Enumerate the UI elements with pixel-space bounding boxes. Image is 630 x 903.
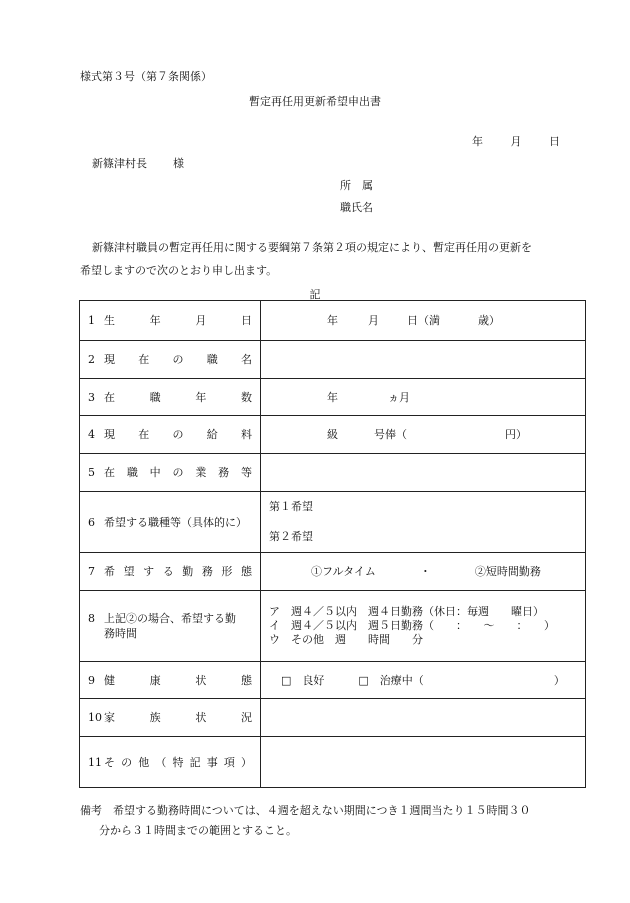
label-char: 家 [104,711,115,724]
tenure-field[interactable]: 年 ヵ月 [261,379,586,416]
table-row [80,341,586,379]
label-char: 日 [240,314,252,327]
hours-option-i[interactable]: イ 週４／５以内 週５日勤務（ ： ～ ： ） [269,619,555,632]
table-row [80,416,586,454]
label-char: 記 [189,755,201,769]
row-label: 11 そ の 他 （ 特 記 事 項 ） [80,737,261,788]
form-number: 様式第３号（第７条関係） [80,70,212,83]
label-char: 業 [195,466,207,479]
label-char: 給 [206,428,218,441]
label-char: 他 [138,755,150,769]
date-line [472,133,560,149]
other-notes-field[interactable] [261,737,586,788]
row-label: 10 家 族 状 況 [80,699,261,737]
date-day: 日 [549,135,560,148]
health-treatment-checkbox[interactable]: □ 治療中（ [358,673,424,687]
label-char: 務 [218,466,230,479]
label-char: 数 [240,390,252,404]
short-time-option[interactable]: ②短時間勤務 [474,565,541,578]
label-char: 職 [126,466,138,479]
label-char: 況 [240,711,252,724]
label-char: 状 [195,673,207,687]
label-char: 特 [172,755,184,769]
row-label: 3 在 職 年 数 [80,379,261,416]
label-char: 現 [104,353,115,366]
label-char: 年 [149,314,161,327]
label-char: の [121,755,133,769]
label-char: 等 [240,466,252,479]
row-label: 1 生 年 月 日 [80,301,261,341]
table-row [80,379,586,416]
label-char: 料 [241,428,252,441]
table-row [80,591,586,662]
table-row [80,301,586,341]
label-char: 勤 [182,565,194,578]
second-preference: 第２希望 [269,530,313,543]
table-row [80,492,586,553]
table-row [80,662,586,699]
label-char: （ [155,755,167,769]
row-label: 5 在 職 中 の 業 務 等 [80,454,261,492]
label-char: 月 [195,314,207,327]
row-label: 9 健 康 状 態 [80,662,261,699]
label-char: 在 [104,390,115,404]
honorific: 様 [173,157,184,170]
work-hours-field[interactable] [261,591,586,662]
birth-date-field[interactable]: 年 月 日（満 歳） [261,301,586,341]
date-month: 月 [510,135,522,148]
table-row [80,553,586,591]
addressee-name: 新篠津村長 [92,157,147,170]
label-char: る [162,565,174,578]
salary-field[interactable]: 級 号俸（ 円） [261,416,586,454]
health-good-checkbox[interactable]: □ 良好 [281,673,325,687]
table-row [80,454,586,492]
table-row [80,699,586,737]
label-char: 在 [138,428,150,441]
row-label: 7 希 望 す る 勤 務 形 態 [80,553,261,591]
document-title: 暫定再任用更新希望申出書 [249,95,381,108]
label-char: の [172,428,184,441]
label-char: 項 [223,755,235,769]
label-char: 健 [104,673,115,687]
label-char: 職 [206,353,218,366]
duties-field[interactable] [261,454,586,492]
name-label: 職氏名 [340,201,373,214]
label-char: 希 [104,565,115,578]
hours-option-u[interactable]: ウ その他 週 時間 分 [269,633,423,646]
hours-option-a[interactable]: ア 週４／５以内 週４日勤務（休日：毎週 曜日） [269,605,544,618]
label-char: 生 [104,314,115,327]
first-preference: 第１希望 [269,500,313,513]
date-year: 年 [472,135,483,148]
row-label: 4 現 在 の 給 料 [80,416,261,454]
label-char: 状 [195,711,207,724]
job-preference-field[interactable] [261,492,586,553]
addressee [92,155,184,171]
remarks-line-2: 分から３１時間までの範囲とすること。 [99,824,297,837]
row-label: 8 上記②の場合、希望する勤務時間 [80,591,261,662]
label-char: 望 [123,565,135,578]
body-text-line-1: 新篠津村職員の暫定再任用に関する要綱第７条第２項の規定により、暫定再任用の更新を [92,241,532,254]
label-char: 形 [221,565,233,578]
ki-label: 記 [309,288,321,301]
work-form-field[interactable]: ①フルタイム ・ ②短時間勤務 [261,553,586,591]
body-text-line-2: 希望しますので次のとおり申し出ます。 [80,264,278,277]
label-char: の [172,466,184,479]
health-field[interactable]: □ 良好 □ 治療中（ ） [261,662,586,699]
label-char: 在 [104,466,115,479]
label-char: の [172,353,184,366]
label-char: 現 [104,428,115,441]
label-char: 族 [149,711,161,724]
affiliation-label: 所 属 [340,179,373,192]
application-table [79,300,586,788]
row-label: 6 希望する職種等（具体的に） [80,492,261,553]
table-row [80,737,586,788]
current-position-field[interactable] [261,341,586,379]
family-field[interactable] [261,699,586,737]
label-char: そ [104,755,115,769]
remarks-line-1: 備考 希望する勤務時間については、４週を超えない期間につき１週間当たり１５時間３０ [80,804,531,817]
label-char: 職 [149,390,161,404]
label-char: 中 [149,466,161,479]
label-char: 態 [240,673,252,687]
label-char: 態 [240,565,252,578]
label-char: ） [241,755,252,769]
full-time-option[interactable]: ①フルタイム [311,565,376,578]
label-char: 年 [195,390,207,404]
label-char: 康 [149,673,161,687]
label-char: 事 [206,755,218,769]
row-label: 2 現 在 の 職 名 [80,341,261,379]
label-char: 名 [241,353,252,366]
label-char: 務 [201,565,213,578]
label-char: す [143,565,155,578]
label-char: 在 [138,353,150,366]
